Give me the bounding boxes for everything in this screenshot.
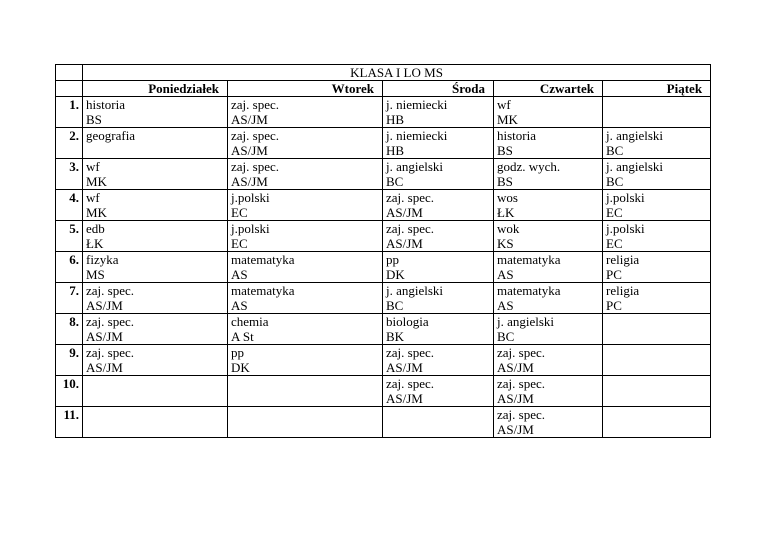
lesson-cell-wednesday bbox=[383, 190, 494, 221]
subject-name: j. angielski bbox=[386, 159, 444, 174]
subject-name: zaj. spec. bbox=[497, 407, 546, 422]
lesson-number: 7. bbox=[56, 283, 83, 314]
day-header-thursday: Czwartek bbox=[494, 81, 603, 97]
lesson-cell-monday bbox=[83, 314, 228, 345]
teacher-initials: EC bbox=[231, 236, 248, 251]
lesson-cell-thursday bbox=[494, 97, 603, 128]
subject-name: edb bbox=[86, 221, 105, 236]
subject-name: j.polski bbox=[606, 190, 645, 205]
timetable bbox=[55, 64, 711, 438]
lesson-cell-thursday bbox=[494, 221, 603, 252]
teacher-initials: AS/JM bbox=[86, 329, 123, 344]
lesson-number-header bbox=[56, 81, 83, 97]
lesson-cell-friday bbox=[603, 345, 711, 376]
lesson-cell-thursday bbox=[494, 345, 603, 376]
subject-name: j. niemiecki bbox=[386, 97, 448, 112]
subject-name: geografia bbox=[86, 128, 136, 143]
teacher-initials bbox=[606, 391, 707, 406]
lesson-cell-friday bbox=[603, 190, 711, 221]
teacher-initials: AS/JM bbox=[386, 391, 423, 406]
subject-name: matematyka bbox=[497, 252, 561, 267]
lesson-cell-tuesday bbox=[228, 407, 383, 438]
teacher-initials: AS/JM bbox=[231, 174, 268, 189]
subject-name: historia bbox=[497, 128, 536, 143]
subject-name bbox=[606, 314, 707, 329]
lesson-cell-wednesday bbox=[383, 376, 494, 407]
subject-name bbox=[606, 97, 707, 112]
lesson-cell-tuesday bbox=[228, 159, 383, 190]
teacher-initials: EC bbox=[606, 205, 623, 220]
teacher-initials bbox=[386, 422, 490, 437]
lesson-cell-tuesday bbox=[228, 97, 383, 128]
teacher-initials: AS bbox=[231, 298, 248, 313]
subject-name: zaj. spec. bbox=[497, 376, 546, 391]
lesson-number: 10. bbox=[56, 376, 83, 407]
lesson-cell-wednesday bbox=[383, 252, 494, 283]
subject-name: godz. wych. bbox=[497, 159, 561, 174]
teacher-initials bbox=[606, 329, 707, 344]
subject-name bbox=[86, 407, 224, 422]
subject-name: zaj. spec. bbox=[86, 345, 135, 360]
subject-name: j. angielski bbox=[606, 128, 664, 143]
lesson-row bbox=[56, 376, 711, 407]
teacher-initials: AS/JM bbox=[231, 143, 268, 158]
teacher-initials: AS/JM bbox=[497, 360, 534, 375]
lesson-cell-wednesday bbox=[383, 407, 494, 438]
lesson-cell-monday bbox=[83, 376, 228, 407]
teacher-initials: AS bbox=[497, 298, 514, 313]
teacher-initials: BC bbox=[606, 174, 624, 189]
lesson-row bbox=[56, 407, 711, 438]
lesson-cell-wednesday bbox=[383, 97, 494, 128]
teacher-initials: BC bbox=[386, 174, 404, 189]
lesson-cell-tuesday bbox=[228, 283, 383, 314]
subject-name: zaj. spec. bbox=[231, 159, 280, 174]
day-header-row bbox=[56, 81, 711, 97]
lesson-cell-thursday bbox=[494, 376, 603, 407]
subject-name: j. angielski bbox=[386, 283, 444, 298]
lesson-cell-friday bbox=[603, 252, 711, 283]
lesson-row bbox=[56, 159, 711, 190]
lesson-cell-tuesday bbox=[228, 252, 383, 283]
teacher-initials bbox=[606, 422, 707, 437]
lesson-cell-thursday bbox=[494, 314, 603, 345]
lesson-cell-monday bbox=[83, 283, 228, 314]
teacher-initials: AS/JM bbox=[386, 236, 423, 251]
teacher-initials: AS/JM bbox=[386, 205, 423, 220]
lesson-cell-friday bbox=[603, 407, 711, 438]
lesson-cell-monday bbox=[83, 128, 228, 159]
teacher-initials: HB bbox=[386, 112, 405, 127]
teacher-initials bbox=[231, 422, 379, 437]
teacher-initials: MK bbox=[497, 112, 518, 127]
teacher-initials: ŁK bbox=[497, 205, 515, 220]
teacher-initials: BS bbox=[86, 112, 102, 127]
lesson-cell-tuesday bbox=[228, 190, 383, 221]
teacher-initials: MK bbox=[86, 174, 107, 189]
teacher-initials: PC bbox=[606, 298, 622, 313]
lesson-cell-monday bbox=[83, 407, 228, 438]
teacher-initials: AS/JM bbox=[497, 391, 534, 406]
subject-name: zaj. spec. bbox=[386, 345, 435, 360]
subject-name: zaj. spec. bbox=[386, 376, 435, 391]
subject-name: j.polski bbox=[231, 190, 270, 205]
lesson-cell-thursday bbox=[494, 407, 603, 438]
teacher-initials: AS/JM bbox=[386, 360, 423, 375]
subject-name: zaj. spec. bbox=[86, 314, 135, 329]
timetable-title: KLASA I LO MS bbox=[83, 65, 711, 81]
lesson-row bbox=[56, 345, 711, 376]
lesson-cell-friday bbox=[603, 376, 711, 407]
subject-name: j.polski bbox=[231, 221, 270, 236]
lesson-number: 2. bbox=[56, 128, 83, 159]
subject-name: matematyka bbox=[231, 252, 295, 267]
lesson-cell-wednesday bbox=[383, 314, 494, 345]
teacher-initials bbox=[86, 143, 224, 158]
lesson-cell-monday bbox=[83, 345, 228, 376]
lesson-row bbox=[56, 314, 711, 345]
teacher-initials: AS bbox=[231, 267, 248, 282]
lesson-cell-friday bbox=[603, 314, 711, 345]
lesson-number: 8. bbox=[56, 314, 83, 345]
teacher-initials: HB bbox=[386, 143, 405, 158]
lesson-cell-friday bbox=[603, 283, 711, 314]
lesson-cell-thursday bbox=[494, 252, 603, 283]
title-row bbox=[56, 65, 711, 81]
subject-name bbox=[86, 376, 224, 391]
lesson-cell-thursday bbox=[494, 159, 603, 190]
lesson-number: 11. bbox=[56, 407, 83, 438]
teacher-initials: DK bbox=[386, 267, 405, 282]
subject-name bbox=[606, 376, 707, 391]
teacher-initials bbox=[606, 360, 707, 375]
lesson-cell-tuesday bbox=[228, 314, 383, 345]
lesson-row bbox=[56, 283, 711, 314]
teacher-initials bbox=[86, 422, 224, 437]
teacher-initials: AS/JM bbox=[86, 360, 123, 375]
teacher-initials: BS bbox=[497, 174, 513, 189]
subject-name: matematyka bbox=[497, 283, 561, 298]
lesson-number: 4. bbox=[56, 190, 83, 221]
subject-name: pp bbox=[386, 252, 399, 267]
subject-name: j. angielski bbox=[497, 314, 555, 329]
lesson-number: 3. bbox=[56, 159, 83, 190]
lesson-cell-monday bbox=[83, 221, 228, 252]
subject-name: chemia bbox=[231, 314, 269, 329]
teacher-initials: ŁK bbox=[86, 236, 104, 251]
subject-name: religia bbox=[606, 252, 640, 267]
lesson-number: 5. bbox=[56, 221, 83, 252]
lesson-number: 1. bbox=[56, 97, 83, 128]
teacher-initials: BC bbox=[386, 298, 404, 313]
day-header-wednesday: Środa bbox=[383, 81, 494, 97]
teacher-initials: EC bbox=[606, 236, 623, 251]
subject-name bbox=[606, 407, 707, 422]
lesson-number: 6. bbox=[56, 252, 83, 283]
subject-name bbox=[231, 407, 379, 422]
subject-name: religia bbox=[606, 283, 640, 298]
teacher-initials bbox=[231, 391, 379, 406]
teacher-initials: AS/JM bbox=[231, 112, 268, 127]
subject-name: zaj. spec. bbox=[231, 128, 280, 143]
lesson-cell-thursday bbox=[494, 190, 603, 221]
teacher-initials: A St bbox=[231, 329, 254, 344]
teacher-initials: BS bbox=[497, 143, 513, 158]
lesson-cell-monday bbox=[83, 159, 228, 190]
subject-name: fizyka bbox=[86, 252, 119, 267]
lesson-cell-thursday bbox=[494, 283, 603, 314]
subject-name bbox=[386, 407, 490, 422]
lesson-cell-wednesday bbox=[383, 345, 494, 376]
teacher-initials: PC bbox=[606, 267, 622, 282]
teacher-initials: AS/JM bbox=[86, 298, 123, 313]
lesson-row bbox=[56, 97, 711, 128]
subject-name bbox=[231, 376, 379, 391]
lesson-cell-friday bbox=[603, 221, 711, 252]
teacher-initials: BC bbox=[606, 143, 624, 158]
subject-name: zaj. spec. bbox=[86, 283, 135, 298]
corner-cell bbox=[56, 65, 83, 81]
teacher-initials bbox=[86, 391, 224, 406]
subject-name: j.polski bbox=[606, 221, 645, 236]
subject-name: zaj. spec. bbox=[497, 345, 546, 360]
lesson-cell-tuesday bbox=[228, 128, 383, 159]
lesson-row bbox=[56, 190, 711, 221]
subject-name: matematyka bbox=[231, 283, 295, 298]
subject-name bbox=[606, 345, 707, 360]
subject-name: j. niemiecki bbox=[386, 128, 448, 143]
lesson-cell-friday bbox=[603, 128, 711, 159]
subject-name: pp bbox=[231, 345, 244, 360]
subject-name: historia bbox=[86, 97, 125, 112]
lesson-cell-wednesday bbox=[383, 159, 494, 190]
teacher-initials: KS bbox=[497, 236, 514, 251]
lesson-cell-friday bbox=[603, 159, 711, 190]
lesson-row bbox=[56, 128, 711, 159]
subject-name: wf bbox=[497, 97, 511, 112]
lesson-row bbox=[56, 252, 711, 283]
day-header-friday: Piątek bbox=[603, 81, 711, 97]
lesson-cell-thursday bbox=[494, 128, 603, 159]
teacher-initials: MS bbox=[86, 267, 105, 282]
day-header-monday: Poniedziałek bbox=[83, 81, 228, 97]
lesson-cell-tuesday bbox=[228, 345, 383, 376]
teacher-initials: MK bbox=[86, 205, 107, 220]
lesson-cell-monday bbox=[83, 252, 228, 283]
subject-name: zaj. spec. bbox=[386, 190, 435, 205]
lesson-cell-wednesday bbox=[383, 283, 494, 314]
teacher-initials: EC bbox=[231, 205, 248, 220]
teacher-initials: BK bbox=[386, 329, 405, 344]
teacher-initials: AS/JM bbox=[497, 422, 534, 437]
lesson-cell-monday bbox=[83, 190, 228, 221]
subject-name: biologia bbox=[386, 314, 429, 329]
subject-name: j. angielski bbox=[606, 159, 664, 174]
teacher-initials bbox=[606, 112, 707, 127]
subject-name: zaj. spec. bbox=[386, 221, 435, 236]
subject-name: wf bbox=[86, 159, 100, 174]
lesson-number: 9. bbox=[56, 345, 83, 376]
lesson-cell-tuesday bbox=[228, 376, 383, 407]
subject-name: wok bbox=[497, 221, 520, 236]
subject-name: wos bbox=[497, 190, 518, 205]
lesson-cell-friday bbox=[603, 97, 711, 128]
lesson-cell-wednesday bbox=[383, 221, 494, 252]
teacher-initials: DK bbox=[231, 360, 250, 375]
lesson-cell-tuesday bbox=[228, 221, 383, 252]
teacher-initials: AS bbox=[497, 267, 514, 282]
lesson-row bbox=[56, 221, 711, 252]
teacher-initials: BC bbox=[497, 329, 515, 344]
lesson-cell-wednesday bbox=[383, 128, 494, 159]
subject-name: wf bbox=[86, 190, 100, 205]
subject-name: zaj. spec. bbox=[231, 97, 280, 112]
day-header-tuesday: Wtorek bbox=[228, 81, 383, 97]
lesson-cell-monday bbox=[83, 97, 228, 128]
